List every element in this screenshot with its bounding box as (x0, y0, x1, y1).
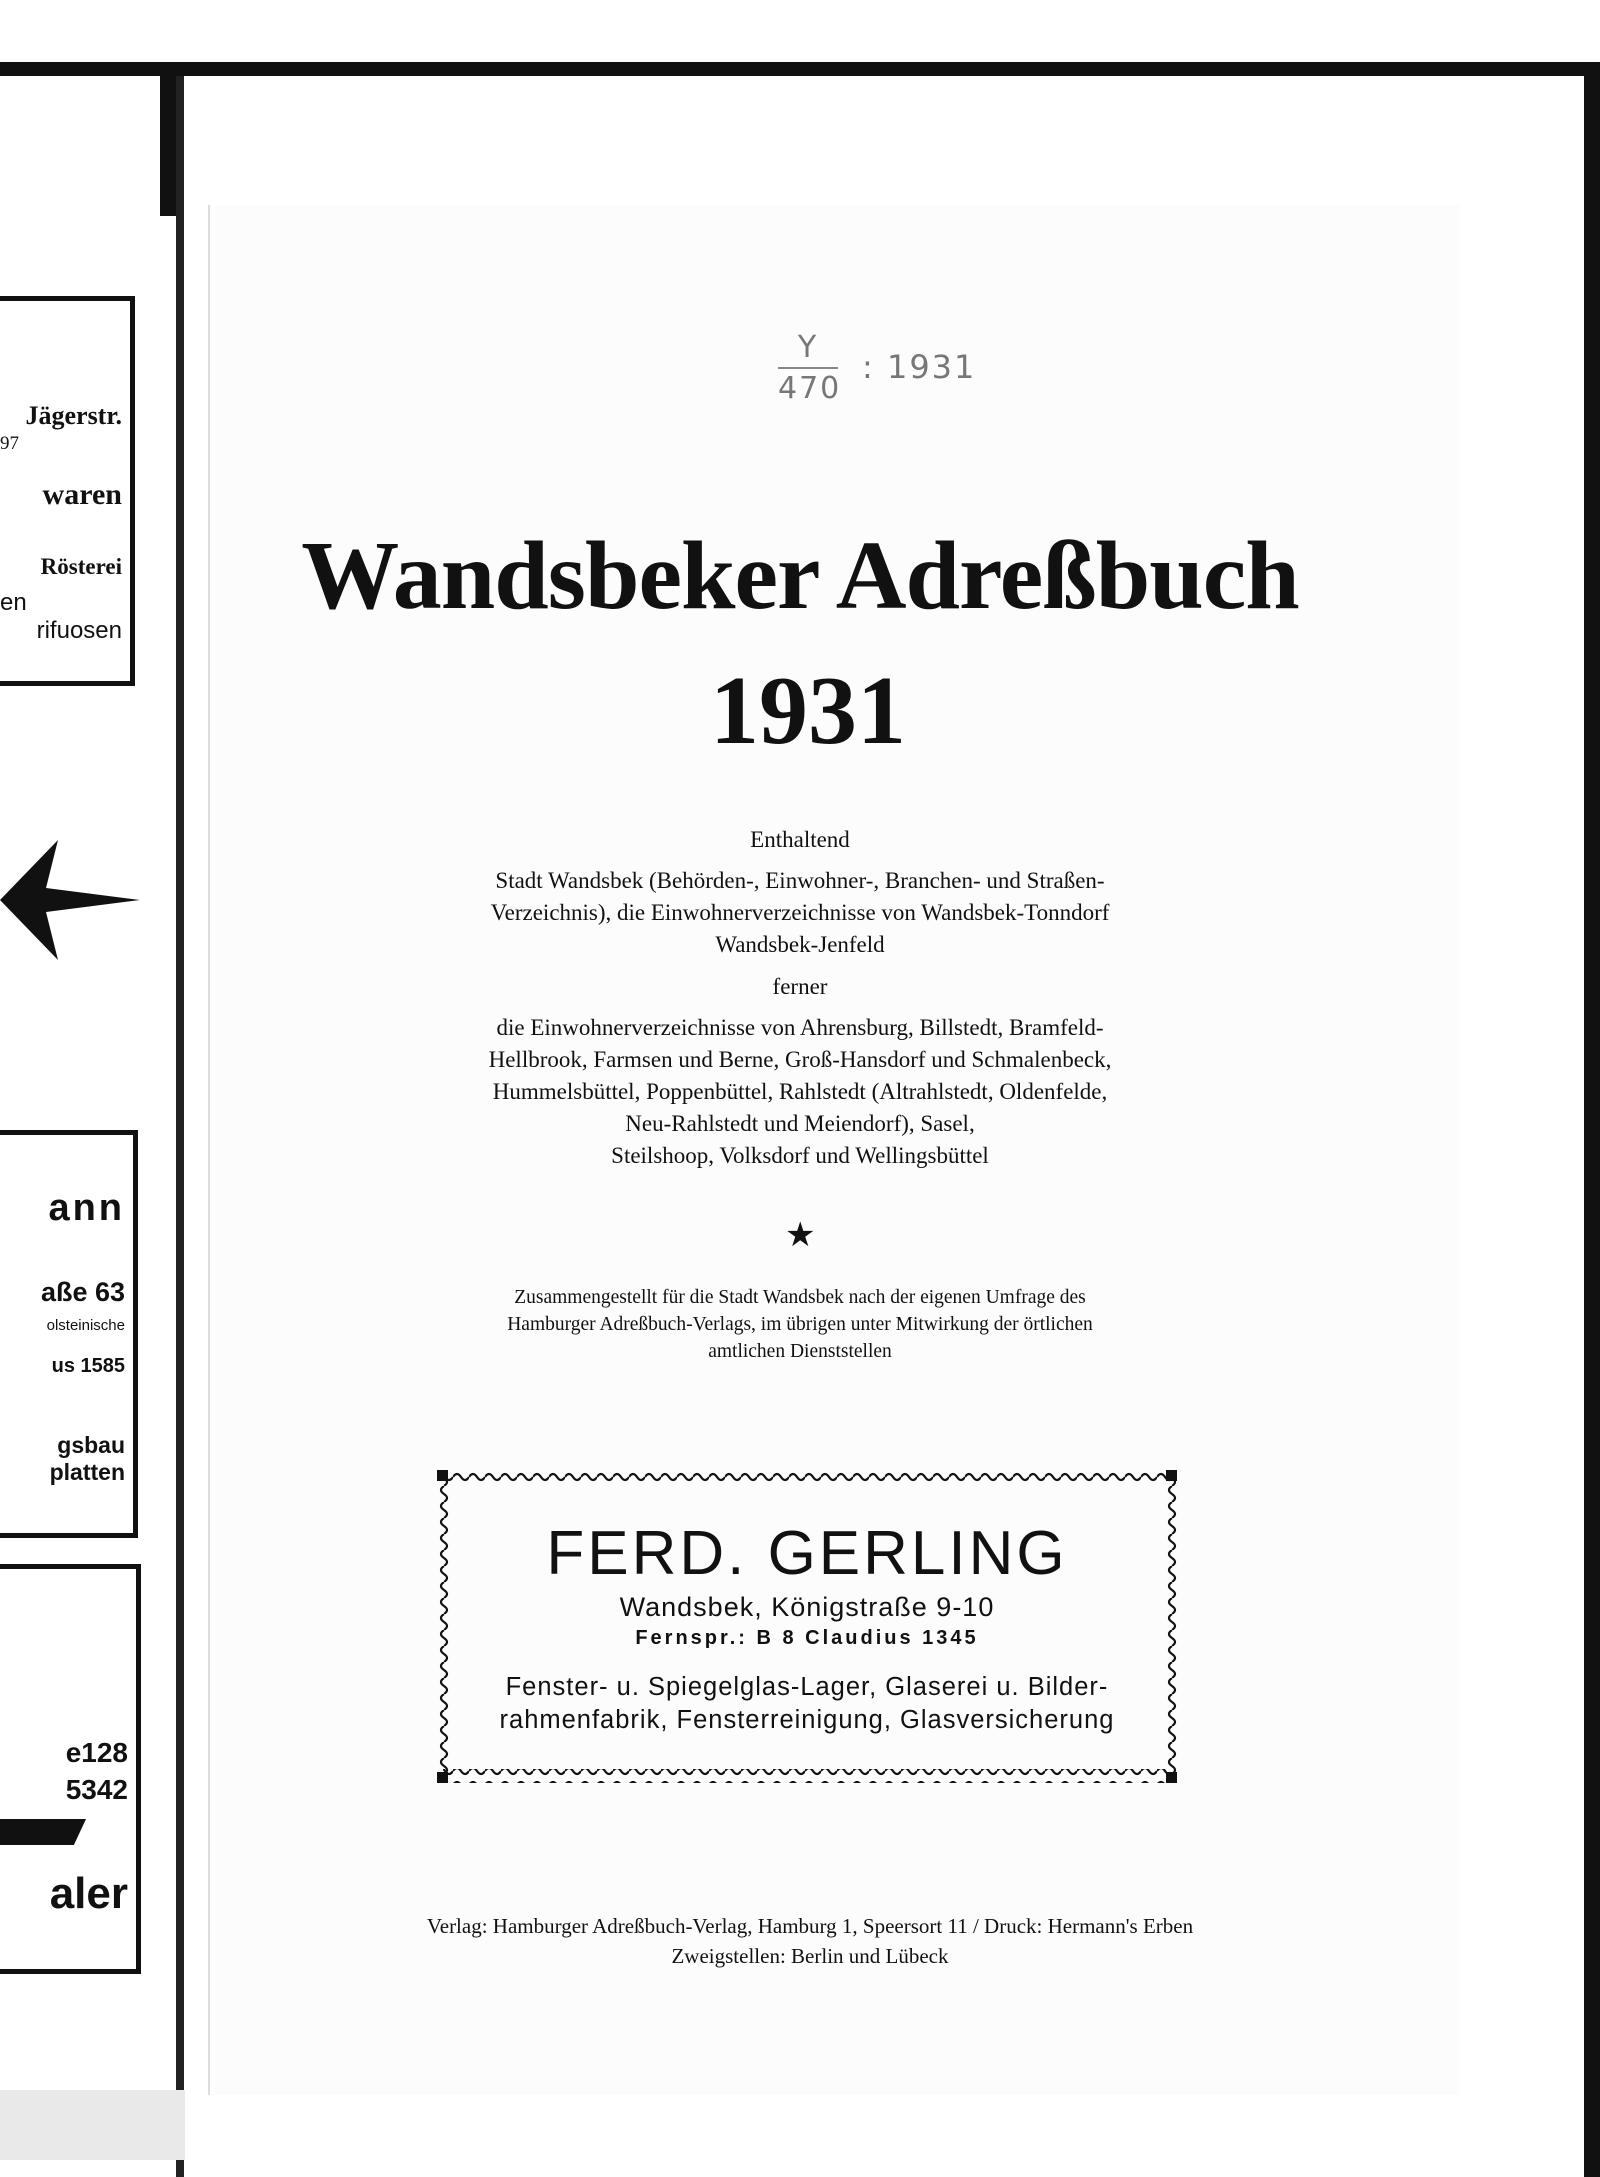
left-ad-3-bar (0, 1819, 86, 1845)
contents-line: Wandsbek-Jenfeld (715, 932, 885, 957)
left-ad-1-line: waren (42, 478, 122, 511)
left-ad-3-line: 5342 (65, 1774, 128, 1805)
left-ad-1-line: rifuosen (36, 617, 122, 644)
contents-line: Hellbrook, Farmsen und Berne, Groß-Hansdorf und Schmalenbeck, (488, 1047, 1112, 1072)
left-ad-2-line: gsbau (57, 1432, 125, 1458)
company-name: FERD. GERLING (546, 1519, 1068, 1588)
left-ad-3-line: e128 (65, 1737, 128, 1768)
contents-line: Stadt Wandsbek (Behörden-, Einwohner-, Branchen- und Straßen- (495, 868, 1105, 893)
page-year: 1931 (710, 657, 906, 765)
star-ornament: ★ (785, 1215, 816, 1255)
left-ad-1-line: 97 (0, 433, 19, 454)
left-ad-1-line: Jägerstr. (25, 401, 122, 430)
company-phone: Fernspr.: B 8 Claudius 1345 (635, 1627, 979, 1649)
gerling-advert (437, 1470, 1177, 1783)
scan-border-top (0, 62, 1600, 76)
catalog-note-divider (778, 367, 838, 369)
left-strip-bottom (0, 2090, 185, 2160)
contents-heading: Enthaltend (750, 827, 850, 852)
scan-border-right (1584, 62, 1600, 2177)
gerling-advert-text (437, 1470, 1177, 1783)
contents-line: Steilshoop, Volksdorf und Wellingsbüttel (611, 1143, 989, 1168)
left-ad-2-line: us 1585 (51, 1355, 125, 1377)
company-address: Wandsbek, Königstraße 9-10 (619, 1592, 995, 1622)
publisher-line: Verlag: Hamburger Adreßbuch-Verlag, Hamburg 1, Speersort 11 / Druck: Hermann's Erben (426, 1914, 1194, 1938)
left-ad-2-line: aße 63 (40, 1277, 125, 1307)
left-ad-2 (0, 1130, 138, 1538)
catalog-note-line: Y (797, 330, 819, 365)
catalog-note (778, 330, 841, 406)
page-title: Wandsbeker Adreßbuch (301, 522, 1299, 630)
left-ad-2-line: olsteinische (46, 1317, 125, 1334)
arrow-left-icon (0, 840, 140, 960)
page-edge (176, 76, 184, 2177)
catalog-note-line: 470 (778, 371, 842, 406)
contents-line: Hummelsbüttel, Poppenbüttel, Rahlstedt (Altrahlstedt, Oldenfelde, (492, 1079, 1108, 1104)
compiled-note-line: Hamburger Adreßbuch-Verlags, im übrigen unter Mitwirkung der örtlichen (507, 1314, 1093, 1335)
contents-line: die Einwohnerverzeichnisse von Ahrensburg, Billstedt, Bramfeld- (496, 1015, 1104, 1040)
page-fold (208, 205, 210, 2095)
branches-line: Zweigstellen: Berlin und Lübeck (671, 1944, 949, 1968)
compiled-note-line: amtlichen Dienststellen (708, 1341, 892, 1362)
left-ad-1-line: en (0, 589, 27, 616)
catalog-note-year: : 1931 (862, 348, 977, 386)
compiled-note-line: Zusammengestellt für die Stadt Wandsbek nach der eigenen Umfrage des (514, 1287, 1086, 1308)
company-services: Fenster- u. Spiegelglas-Lager, Glaserei u. Bilder- (505, 1673, 1109, 1701)
left-ad-2-line: platten (49, 1459, 125, 1485)
left-ad-1-line: Rösterei (40, 554, 122, 579)
left-ad-2-line: ann (48, 1187, 125, 1229)
left-ad-3 (0, 1564, 141, 1974)
contents-ferner: ferner (772, 974, 828, 999)
left-ad-3-line: aler (49, 1869, 128, 1918)
contents-line: Neu-Rahlstedt und Meiendorf), Sasel, (625, 1111, 975, 1136)
company-services: rahmenfabrik, Fensterreinigung, Glasversicherung (499, 1706, 1115, 1734)
contents-line: Verzeichnis), die Einwohnerverzeichnisse von Wandsbek-Tonndorf (490, 900, 1110, 925)
